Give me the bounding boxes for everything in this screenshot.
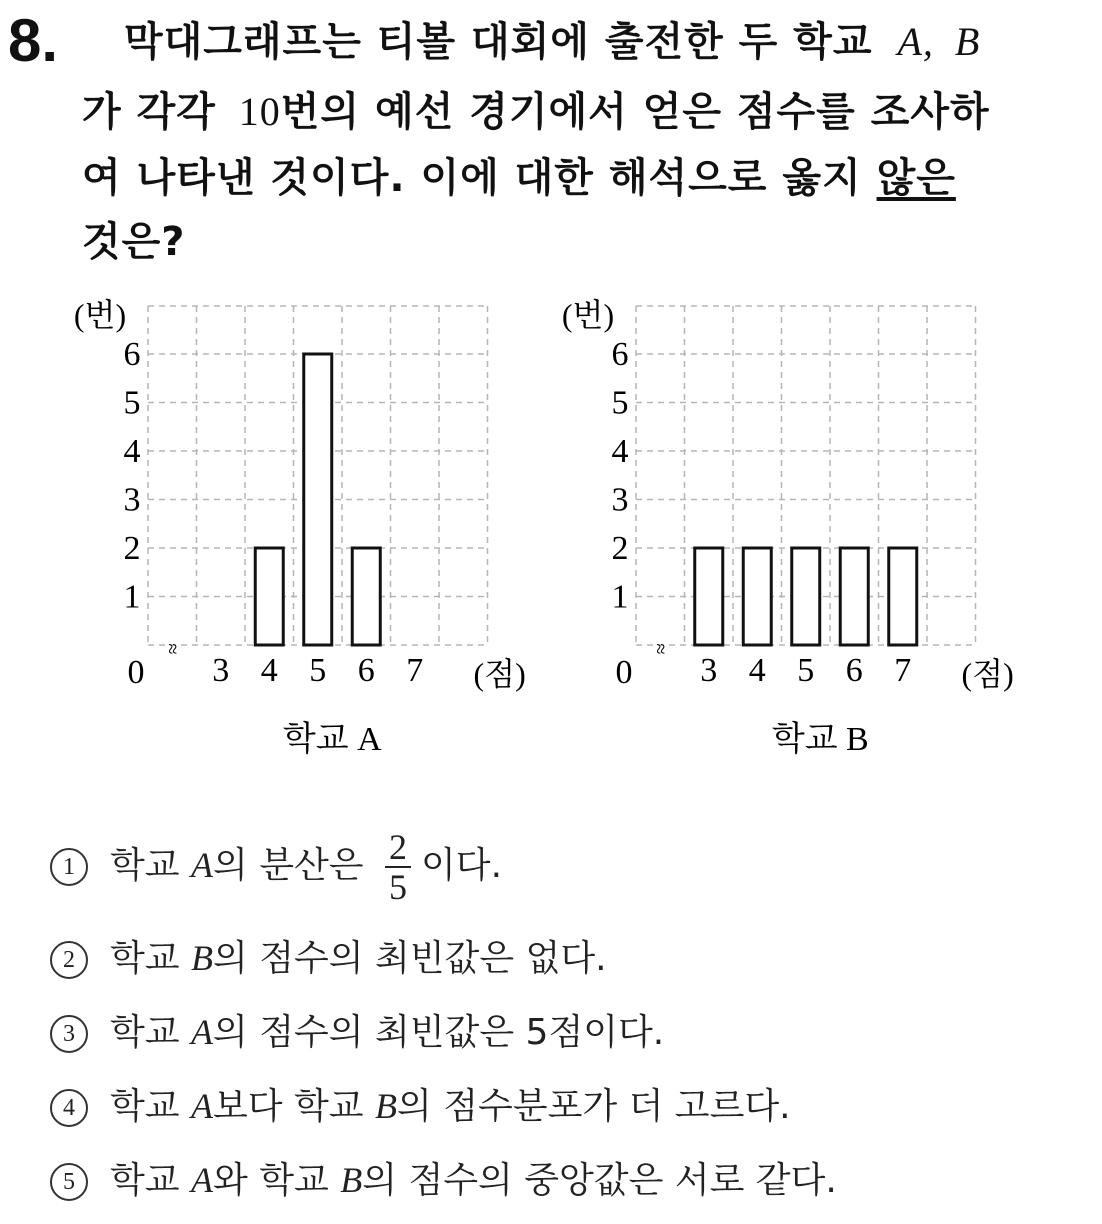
option-1-marker: 1 xyxy=(50,848,88,886)
option-5-var: A xyxy=(191,1160,214,1200)
x-tick-label: 7 xyxy=(406,652,424,689)
y-tick-label: 1 xyxy=(611,578,629,616)
x-tick-label: 3 xyxy=(700,652,718,689)
question-line-1 xyxy=(124,14,980,70)
option-2[interactable] xyxy=(50,936,607,981)
chart-title: 학교 A xyxy=(282,721,382,758)
y-tick-label: 2 xyxy=(123,530,141,567)
question-line-3 xyxy=(82,150,956,206)
question-line-3-pre: 여 나타낸 것이다. 이에 대한 해석으로 옳지 xyxy=(82,155,862,201)
option-2-marker: 2 xyxy=(50,941,88,979)
bar-6 xyxy=(840,548,868,645)
var-b: B xyxy=(954,19,981,64)
y-tick-label: 3 xyxy=(611,481,629,519)
y-tick-label: 1 xyxy=(123,578,141,616)
x-tick-label: 7 xyxy=(894,652,912,689)
bar-7 xyxy=(889,548,917,645)
y-tick-label: 3 xyxy=(123,481,141,519)
question-line-1-text: 막대그래프는 티볼 대회에 출전한 두 학교 xyxy=(124,19,873,65)
option-3[interactable] xyxy=(50,1010,664,1055)
x-axis-label: (점) xyxy=(473,656,526,692)
option-1-pre: 학교 xyxy=(110,845,180,886)
x-tick-label: 6 xyxy=(357,652,375,689)
chart-school-a xyxy=(40,290,530,770)
x-axis-label: (점) xyxy=(961,656,1014,692)
bar-5 xyxy=(304,354,332,645)
origin-label: 0 xyxy=(127,654,145,691)
option-1-text: 의 분산은 xyxy=(213,845,364,886)
option-4-text: 보다 학교 xyxy=(213,1086,364,1127)
option-1-post: 이다. xyxy=(421,845,503,886)
y-tick-label: 5 xyxy=(611,384,629,422)
option-4-var: A xyxy=(191,1086,214,1126)
x-tick-label: 6 xyxy=(845,652,863,689)
y-tick-label: 2 xyxy=(611,530,629,567)
option-4-marker: 4 xyxy=(50,1089,88,1127)
var-a: A, xyxy=(897,19,934,64)
y-tick-label: 5 xyxy=(123,384,141,422)
question-number: 8. xyxy=(8,7,59,74)
x-tick-label: 5 xyxy=(797,652,815,689)
option-5-text2: 의 점수의 중앙값은 서로 같다. xyxy=(362,1160,837,1201)
option-2-text: 의 점수의 최빈값은 없다. xyxy=(213,938,607,979)
y-axis-label: (번) xyxy=(561,297,615,333)
axis-break-mark: ≈ xyxy=(161,643,183,655)
fraction-numerator: 2 xyxy=(385,828,411,868)
question-line-2-post: 번의 예선 경기에서 얻은 점수를 조사하 xyxy=(280,89,990,135)
question-line-2-pre: 가 각각 xyxy=(82,89,216,135)
option-5-pre: 학교 xyxy=(110,1160,180,1201)
question-line-2 xyxy=(82,84,990,140)
option-4-text2: 의 점수분포가 더 고르다. xyxy=(397,1086,791,1127)
question-line-2-num: 10 xyxy=(238,89,281,134)
option-5-text: 와 학교 xyxy=(213,1160,329,1201)
bar-6 xyxy=(352,548,380,645)
y-tick-label: 4 xyxy=(123,433,141,470)
origin-label: 0 xyxy=(615,654,633,691)
option-3-text: 의 점수의 최빈값은 5점이다. xyxy=(213,1012,665,1053)
x-tick-label: 4 xyxy=(260,652,278,689)
chart-school-b xyxy=(528,290,1018,770)
option-1[interactable] xyxy=(50,828,502,906)
option-4[interactable] xyxy=(50,1084,791,1129)
x-tick-label: 4 xyxy=(748,652,766,689)
option-3-var: A xyxy=(191,1012,214,1052)
option-4-var2: B xyxy=(375,1086,398,1126)
x-tick-label: 5 xyxy=(309,652,327,689)
question-line-4: 것은? xyxy=(82,219,186,265)
y-tick-label: 4 xyxy=(611,433,629,470)
bar-5 xyxy=(792,548,820,645)
question-underlined-word: 않은 xyxy=(876,155,956,201)
option-1-var: A xyxy=(191,845,214,885)
option-2-var: B xyxy=(191,938,214,978)
option-4-pre: 학교 xyxy=(110,1086,180,1127)
bar-4 xyxy=(255,548,283,645)
option-1-fraction xyxy=(385,828,411,906)
y-axis-label: (번) xyxy=(73,297,127,333)
bar-3 xyxy=(695,548,723,645)
axis-break-mark: ≈ xyxy=(649,643,671,655)
fraction-denominator: 5 xyxy=(389,867,408,907)
option-2-pre: 학교 xyxy=(110,938,180,979)
option-3-pre: 학교 xyxy=(110,1012,180,1053)
x-tick-label: 3 xyxy=(212,652,230,689)
option-3-marker: 3 xyxy=(50,1015,88,1053)
y-tick-label: 6 xyxy=(611,336,629,373)
option-5-var2: B xyxy=(340,1160,363,1200)
option-5[interactable] xyxy=(50,1158,837,1203)
chart-title: 학교 B xyxy=(771,721,869,758)
y-tick-label: 6 xyxy=(123,336,141,373)
option-5-marker: 5 xyxy=(50,1163,88,1201)
bar-4 xyxy=(743,548,771,645)
